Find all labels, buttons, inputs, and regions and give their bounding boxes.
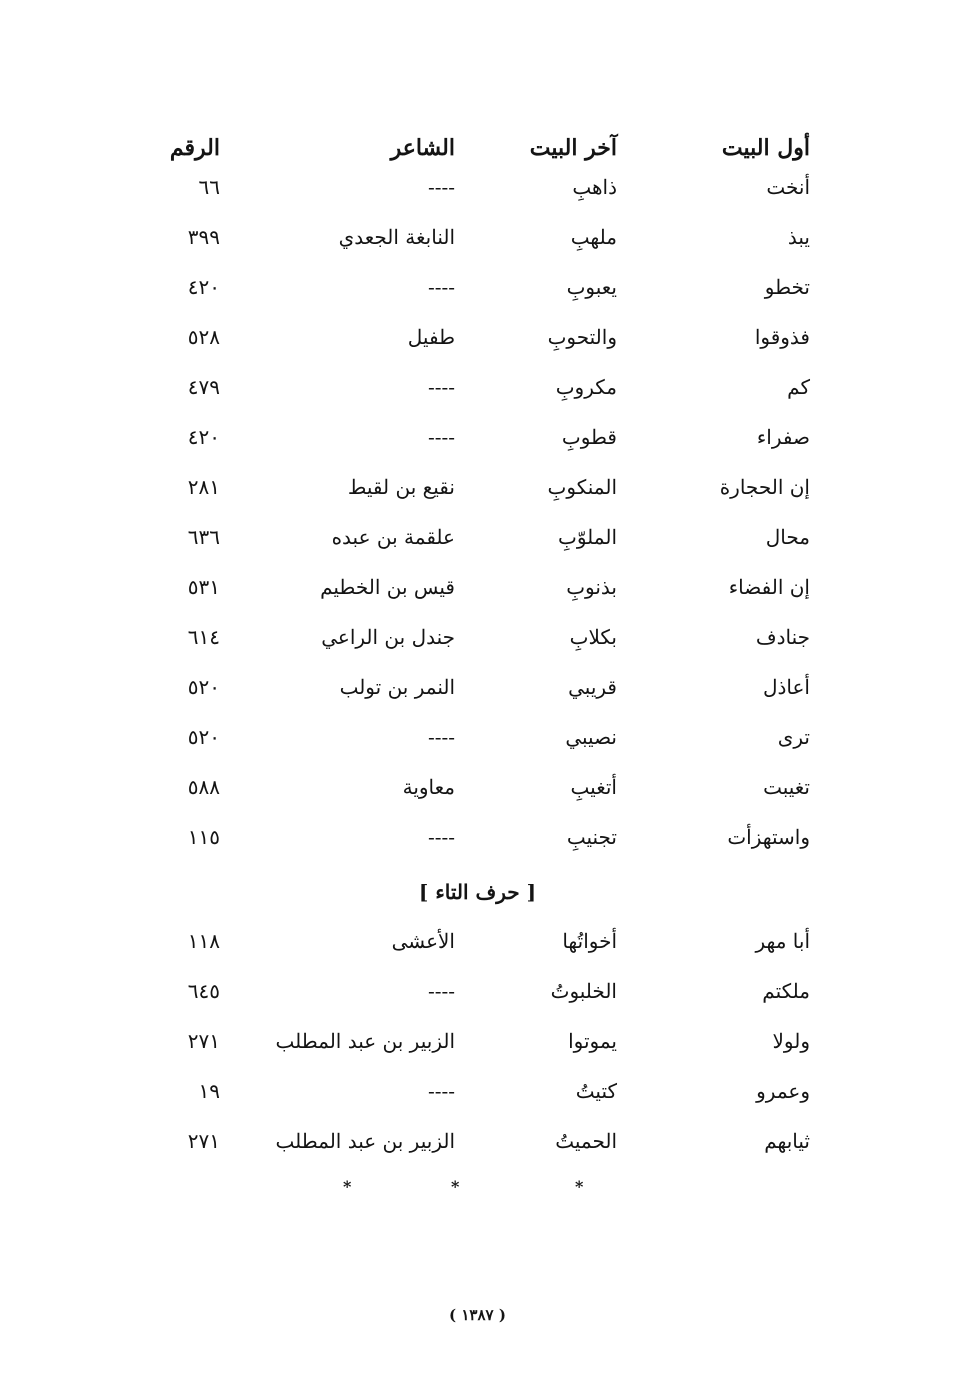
last-verse-cell: والتحوبِ	[547, 325, 617, 349]
last-verse-cell: قريبي	[568, 675, 617, 699]
poet-cell: ----	[427, 375, 455, 399]
table-row	[0, 817, 955, 857]
poet-cell: ----	[427, 425, 455, 449]
number-cell: ٢٨١	[187, 475, 220, 499]
first-verse-cell: تغيبت	[763, 775, 810, 799]
last-verse-cell: يعبوبِ	[566, 275, 617, 299]
header-poet: الشاعر	[390, 135, 455, 161]
poet-cell: ----	[427, 1079, 455, 1103]
first-verse-cell: جنادف	[755, 625, 810, 649]
poet-cell: الأعشى	[391, 929, 455, 953]
table-row	[0, 667, 955, 707]
poet-cell: معاوية	[402, 775, 455, 799]
poet-cell: ----	[427, 275, 455, 299]
first-verse-cell: صفراء	[756, 425, 810, 449]
first-verse-cell: أبا مهر	[755, 929, 810, 953]
last-verse-cell: أخواتُها	[562, 929, 617, 953]
last-verse-cell: مكروبِ	[555, 375, 617, 399]
table-row	[0, 971, 955, 1011]
star-ornament: *	[343, 1177, 352, 1196]
number-cell: ٥٢٠	[187, 725, 220, 749]
number-cell: ١٩	[198, 1079, 220, 1103]
last-verse-cell: بكلابِ	[569, 625, 617, 649]
last-verse-cell: الخلبوتُ	[550, 979, 617, 1003]
number-cell: ٢٧١	[187, 1129, 220, 1153]
number-cell: ٦١٤	[187, 625, 220, 649]
number-cell: ٥٢٨	[187, 325, 220, 349]
poet-cell: النمر بن تولب	[339, 675, 455, 699]
table-row	[0, 167, 955, 207]
last-verse-cell: نصيبي	[565, 725, 617, 749]
table-row	[0, 317, 955, 357]
last-verse-cell: تجنيبِ	[566, 825, 617, 849]
number-cell: ٥٣١	[187, 575, 220, 599]
first-verse-cell: فذوقوا	[754, 325, 810, 349]
last-verse-cell: بذنوبِ	[566, 575, 617, 599]
number-cell: ٤٢٠	[187, 275, 220, 299]
poet-cell: ----	[427, 825, 455, 849]
star-ornament: *	[575, 1177, 584, 1196]
poet-cell: ----	[427, 175, 455, 199]
header-last-verse: آخر البيت	[529, 135, 617, 161]
first-verse-cell: واستهزأت	[727, 825, 810, 849]
number-cell: ٦٣٦	[187, 525, 220, 549]
table-row	[0, 567, 955, 607]
table-row	[0, 267, 955, 307]
first-verse-cell: أعاذل	[762, 675, 810, 699]
table-row	[0, 921, 955, 961]
last-verse-cell: يموتوا	[568, 1029, 617, 1053]
poet-cell: نقيع بن لقيط	[347, 475, 455, 499]
table-row	[0, 467, 955, 507]
number-cell: ٥٢٠	[187, 675, 220, 699]
star-ornament: *	[451, 1177, 460, 1196]
poet-cell: ----	[427, 725, 455, 749]
last-verse-cell: كتيتُ	[575, 1079, 617, 1103]
number-cell: ١١٥	[187, 825, 220, 849]
last-verse-cell: ذاهبِ	[572, 175, 617, 199]
poet-cell: الزبير بن عبد المطلب	[275, 1029, 455, 1053]
poet-cell: قيس بن الخطيم	[320, 575, 455, 599]
last-verse-cell: قطوبِ	[561, 425, 617, 449]
first-verse-cell: تخطو	[764, 275, 810, 299]
poet-cell: النابغة الجعدي	[338, 225, 455, 249]
table-row	[0, 767, 955, 807]
poet-cell: الزبير بن عبد المطلب	[275, 1129, 455, 1153]
poet-cell: علقمة بن عبده	[331, 525, 455, 549]
table-row	[0, 517, 955, 557]
first-verse-cell: ولولا	[772, 1029, 810, 1053]
first-verse-cell: ترى	[777, 725, 810, 749]
number-cell: ١١٨	[187, 929, 220, 953]
header-number: الرقم	[169, 135, 220, 161]
first-verse-cell: وعمرو	[756, 1079, 810, 1103]
first-verse-cell: كم	[787, 375, 810, 399]
number-cell: ٢٧١	[187, 1029, 220, 1053]
number-cell: ٦٤٥	[187, 979, 220, 1003]
first-verse-cell: إن الحجارة	[719, 475, 810, 499]
number-cell: ٥٨٨	[187, 775, 220, 799]
table-row	[0, 367, 955, 407]
poet-cell: جندل بن الراعي	[321, 625, 455, 649]
number-cell: ٦٦	[198, 175, 220, 199]
end-ornament	[0, 1177, 955, 1197]
first-verse-cell: محال	[765, 525, 810, 549]
table-row	[0, 1021, 955, 1061]
first-verse-cell: يبذ	[787, 225, 810, 249]
poet-cell: ----	[427, 979, 455, 1003]
poet-cell: طفيل	[407, 325, 455, 349]
page-number: ( ١٣٨٧ )	[449, 1306, 506, 1324]
header-first-verse: أول البيت	[721, 135, 810, 161]
table-row	[0, 617, 955, 657]
last-verse-cell: ملهبِ	[570, 225, 617, 249]
number-cell: ٣٩٩	[187, 225, 220, 249]
table-row	[0, 717, 955, 757]
section-heading: [ حرف التاء ]	[418, 880, 537, 904]
last-verse-cell: المنكوبِ	[547, 475, 617, 499]
table-header	[0, 128, 955, 168]
table-row	[0, 217, 955, 257]
table-row	[0, 417, 955, 457]
last-verse-cell: أتغيبِ	[570, 775, 617, 799]
first-verse-cell: ثيابهم	[764, 1129, 810, 1153]
last-verse-cell: الملوّبِ	[558, 525, 617, 549]
number-cell: ٤٧٩	[187, 375, 220, 399]
table-row	[0, 1121, 955, 1161]
first-verse-cell: ملكتم	[762, 979, 810, 1003]
first-verse-cell: إن الفضاء	[728, 575, 810, 599]
number-cell: ٤٢٠	[187, 425, 220, 449]
first-verse-cell: أنخت	[766, 175, 810, 199]
last-verse-cell: الحميتُ	[555, 1129, 617, 1153]
table-row	[0, 1071, 955, 1111]
